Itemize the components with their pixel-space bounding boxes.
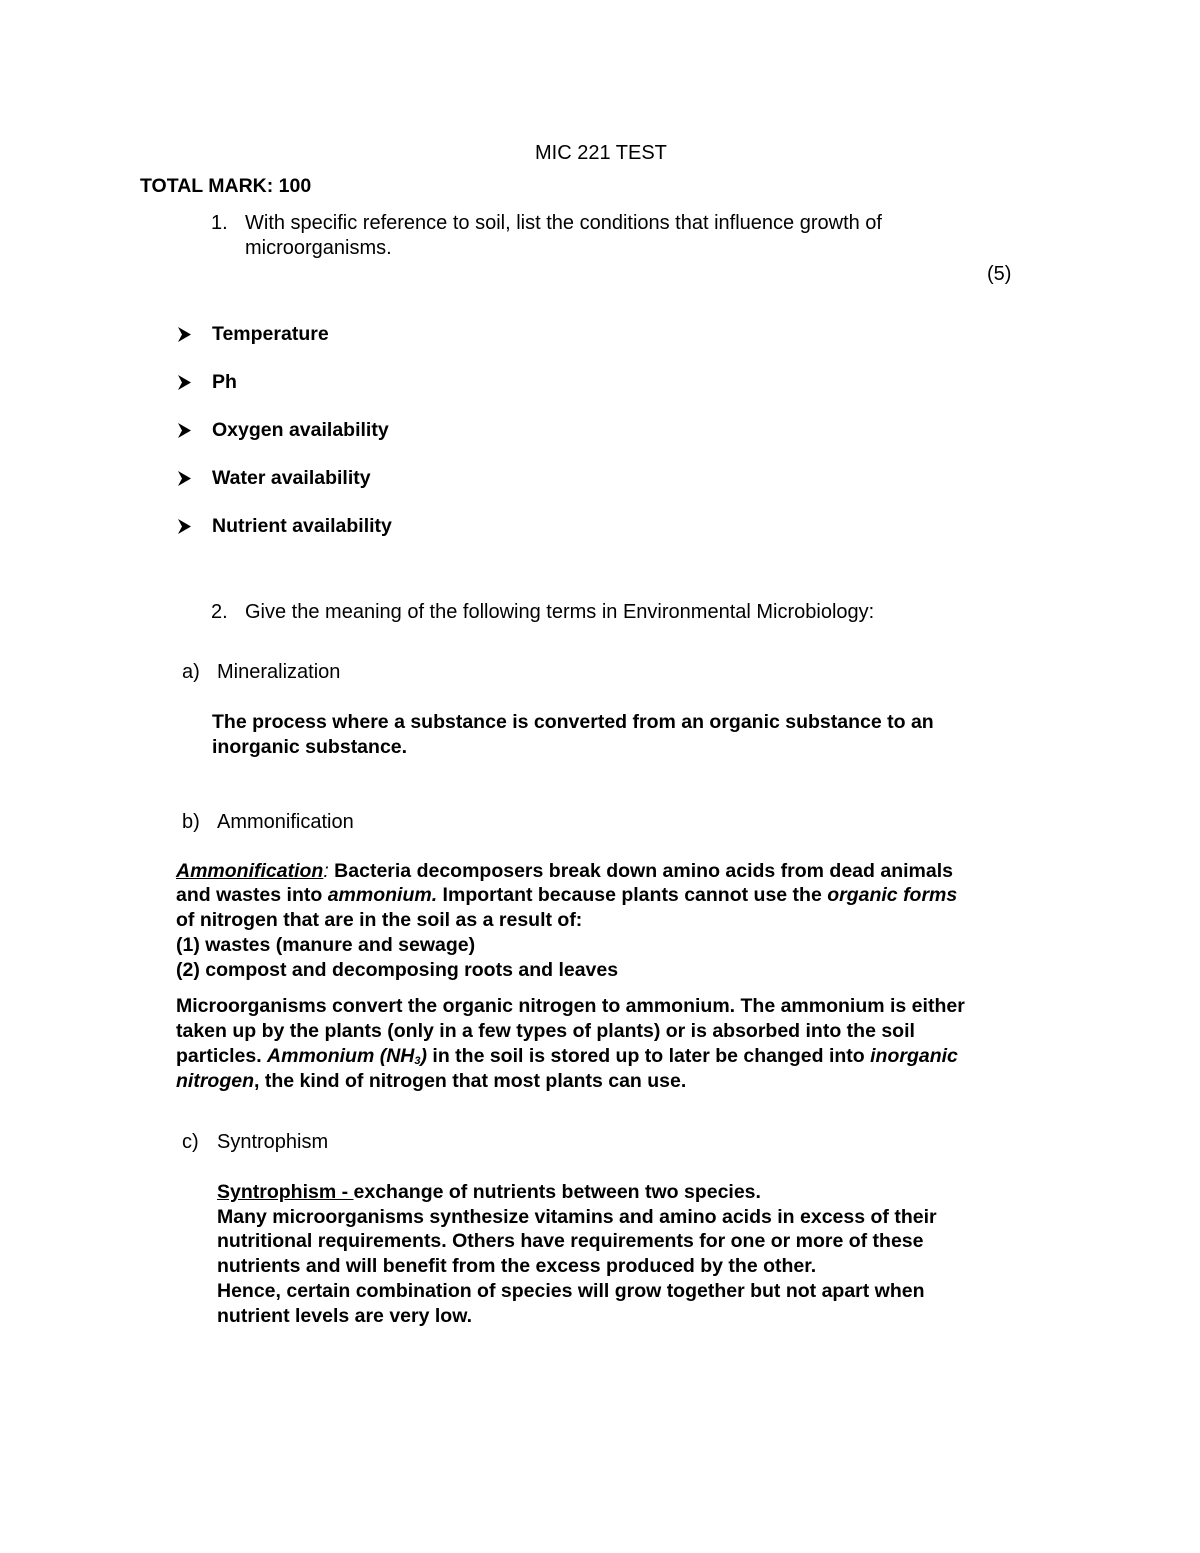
text-segment: , the kind of nitrogen that most plants can use. — [254, 1070, 687, 1092]
text-segment: in the soil is stored up to later be changed into — [427, 1045, 871, 1067]
text-segment: and wastes into — [176, 884, 328, 906]
answer-text: Oxygen availability — [212, 419, 389, 441]
part-c-label: c) — [182, 1131, 199, 1153]
colon: : — [323, 860, 329, 882]
formula-subscript: 3 — [414, 1055, 421, 1067]
page-title: MIC 221 TEST — [535, 142, 667, 164]
formula-close: ) — [420, 1045, 427, 1067]
arrow-bullet-icon — [176, 370, 196, 395]
total-mark: TOTAL MARK: 100 — [140, 175, 312, 197]
part-b-answer-line-3: of nitrogen that are in the soil as a result of: — [176, 909, 583, 931]
text-segment: Bacteria decomposers break down amino acids from dead animals — [328, 860, 953, 882]
part-b-label: b) — [182, 811, 200, 833]
part-c-answer-line-6: nutrient levels are very low. — [217, 1305, 473, 1327]
part-b-para2-line-4 — [176, 1069, 686, 1094]
answer-text: Water availability — [212, 467, 371, 489]
part-b-para2-line-2: taken up by the plants (only in a few types of plants) or is absorbed into the soil — [176, 1020, 915, 1042]
text-segment: Important because plants cannot use the — [437, 884, 828, 906]
part-c-answer-line-4: nutrients and will benefit from the excess produced by the other. — [217, 1255, 817, 1277]
formula-text: Ammonium (NH — [267, 1045, 415, 1067]
part-a-answer-line-1: The process where a substance is converted from an organic substance to an — [212, 711, 934, 733]
question-1-text-line-1: With specific reference to soil, list the conditions that influence growth of — [245, 212, 882, 234]
arrow-bullet-icon — [176, 514, 196, 539]
part-c-term: Syntrophism — [217, 1131, 329, 1153]
part-b-answer-line-2 — [176, 883, 957, 908]
ammonium-formula — [267, 1045, 427, 1067]
question-2-text: Give the meaning of the following terms in Environmental Microbiology: — [245, 601, 875, 623]
arrow-bullet-icon — [176, 466, 196, 491]
question-2-number: 2. — [211, 601, 228, 623]
part-b-answer-line-5: (2) compost and decomposing roots and leaves — [176, 959, 619, 981]
part-b-para2-line-1: Microorganisms convert the organic nitrogen to ammonium. The ammonium is either — [176, 995, 965, 1017]
part-b-answer-line-1 — [176, 859, 953, 884]
part-a-label: a) — [182, 661, 200, 683]
question-1-text-line-2: microorganisms. — [245, 237, 392, 259]
part-b-para2-line-3 — [176, 1044, 958, 1069]
part-c-answer-line-3: nutritional requirements. Others have requirements for one or more of these — [217, 1230, 924, 1252]
part-a-term: Mineralization — [217, 661, 341, 683]
nitrogen-term: nitrogen — [176, 1070, 254, 1092]
part-a-answer-line-2: inorganic substance. — [212, 736, 408, 758]
inorganic-term: inorganic — [870, 1045, 958, 1067]
part-b-answer-line-4: (1) wastes (manure and sewage) — [176, 934, 476, 956]
text-segment: particles. — [176, 1045, 268, 1067]
answer-text: Ph — [212, 371, 237, 393]
answer-text: Temperature — [212, 323, 329, 345]
syntrophism-term: Syntrophism - — [217, 1181, 354, 1203]
part-c-answer-line-2: Many microorganisms synthesize vitamins and amino acids in excess of their — [217, 1206, 937, 1228]
organic-forms-term: organic forms — [827, 884, 958, 906]
text-segment: exchange of nutrients between two species. — [353, 1181, 761, 1203]
arrow-bullet-icon — [176, 322, 196, 347]
part-c-answer-line-1 — [217, 1180, 761, 1205]
arrow-bullet-icon — [176, 418, 196, 443]
part-b-term: Ammonification — [217, 811, 354, 833]
question-1-marks: (5) — [987, 263, 1012, 285]
answer-text: Nutrient availability — [212, 515, 392, 537]
ammonification-term: Ammonification — [176, 860, 324, 882]
part-c-answer-line-5: Hence, certain combination of species will grow together but not apart when — [217, 1280, 925, 1302]
ammonium-term: ammonium. — [327, 884, 438, 906]
question-1-number: 1. — [211, 212, 228, 234]
